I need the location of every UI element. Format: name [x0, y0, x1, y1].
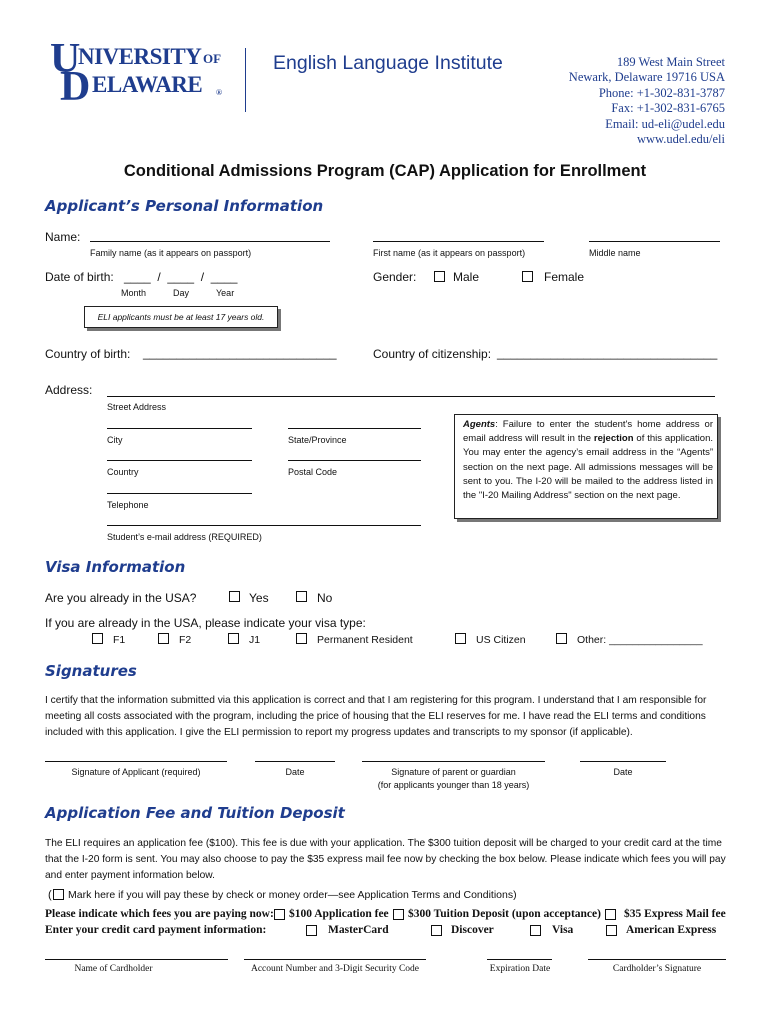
credit-card-label: Enter your credit card payment information: [45, 924, 267, 936]
fees-heading: Application Fee and Tuition Deposit [45, 804, 345, 822]
year-caption: Year [216, 288, 235, 298]
logo-initial-d: D [60, 64, 91, 110]
in-usa-yes-label: Yes [249, 591, 269, 605]
country-field[interactable] [107, 460, 252, 461]
visa-heading: Visa Information [45, 558, 186, 576]
card-mastercard-checkbox[interactable] [306, 925, 317, 936]
parent-age-caption: (for applicants younger than 18 years) [377, 780, 530, 790]
account-number-field[interactable] [244, 959, 426, 960]
telephone-caption: Telephone [107, 500, 149, 510]
address-phone: Phone: +1-302-831-3787 [598, 85, 725, 100]
agents-text-2: of this application. You may enter the agency’s email address in the “Agents” section on the next page. All admissions messages will be sent to you. The I-20 will be mailed to the address listed in the "I-20 Mailing Address" section on the next page. [463, 433, 713, 502]
applicant-date-caption: Date [285, 767, 305, 777]
state-field[interactable] [288, 428, 421, 429]
email-caption: Student’s e-mail address (REQUIRED) [107, 532, 262, 542]
family-name-caption: Family name (as it appears on passport) [90, 248, 252, 258]
card-discover-label: Discover [451, 924, 494, 936]
visa-pr-label: Permanent Resident [317, 634, 413, 646]
visa-j1-checkbox[interactable] [228, 633, 239, 644]
fee-express-checkbox[interactable] [605, 909, 616, 920]
visa-citizen-label: US Citizen [476, 634, 526, 646]
age-note: ELI applicants must be at least 17 years old. [97, 312, 265, 322]
visa-pr-checkbox[interactable] [296, 633, 307, 644]
address-email: Email: ud-eli@udel.edu [605, 116, 725, 131]
street-caption: Street Address [107, 402, 167, 412]
address-website: www.udel.edu/eli [636, 132, 725, 147]
first-name-field[interactable] [373, 241, 544, 242]
address-label: Address: [45, 383, 93, 397]
state-caption: State/Province [288, 435, 347, 445]
logo-delaware: ELAWARE [92, 72, 203, 97]
signatures-heading: Signatures [45, 662, 137, 680]
expiration-caption: Expiration Date [489, 964, 551, 974]
logo-university: NIVERSITY [78, 44, 202, 69]
visa-f1-label: F1 [113, 634, 126, 646]
middle-name-caption: Middle name [589, 248, 641, 258]
applicant-signature-field[interactable] [45, 761, 227, 762]
card-mastercard-label: MasterCard [328, 924, 389, 936]
visa-f1-checkbox[interactable] [92, 633, 103, 644]
visa-f2-label: F2 [179, 634, 192, 646]
cardholder-name-field[interactable] [45, 959, 228, 960]
cardholder-signature-field[interactable] [588, 959, 726, 960]
male-label: Male [453, 270, 480, 284]
visa-citizen-checkbox[interactable] [455, 633, 466, 644]
visa-type-question: If you are already in the USA, please indicate your visa type: [45, 616, 366, 630]
visa-other-field[interactable]: Other: ________________ [577, 634, 703, 646]
agents-note-box [454, 414, 718, 519]
agents-rejection: rejection [593, 433, 634, 445]
in-usa-no-checkbox[interactable] [296, 591, 307, 602]
check-payment-checkbox[interactable] [53, 889, 64, 900]
personal-info-heading: Applicant’s Personal Information [45, 197, 324, 215]
parent-signature-field[interactable] [362, 761, 545, 762]
in-usa-no-label: No [317, 591, 333, 605]
country-citizenship-field[interactable]: _________________________________ [497, 346, 718, 360]
card-amex-checkbox[interactable] [606, 925, 617, 936]
first-name-caption: First name (as it appears on passport) [373, 248, 526, 258]
fee-deposit-checkbox[interactable] [393, 909, 404, 920]
card-discover-checkbox[interactable] [431, 925, 442, 936]
card-amex-label: American Express [626, 924, 717, 936]
agents-text-1: : Failure to enter the student's home address or email address will result in the [463, 419, 713, 445]
postal-caption: Postal Code [288, 467, 338, 477]
logo-initial-u: U [50, 36, 81, 82]
logo-registered: ® [216, 88, 222, 97]
logo-of: OF [203, 51, 222, 66]
fee-application-checkbox[interactable] [274, 909, 285, 920]
visa-other-checkbox[interactable] [556, 633, 567, 644]
fees-text: The ELI requires an application fee ($100). This fee is due with your application. The $300 tuition deposit will be charged to your credit card at the time that the I-20 form is sent. You may also choose to pay the $35 express mail fee now by checking the box below. Please indicate which fees you will pay and enter payment information below. [45, 838, 726, 881]
institute-name: English Language Institute [273, 52, 503, 74]
name-label: Name: [45, 230, 81, 244]
agents-label: Agents [463, 419, 496, 430]
check-payment-label: Mark here if you will pay these by check or money order—see Application Terms and Conditions) [68, 889, 517, 901]
form-title: Conditional Admissions Program (CAP) Application for Enrollment [123, 162, 647, 180]
parent-date-field[interactable] [580, 761, 666, 762]
in-usa-yes-checkbox[interactable] [229, 591, 240, 602]
country-birth-label: Country of birth: [45, 347, 131, 361]
day-caption: Day [173, 288, 190, 298]
city-field[interactable] [107, 428, 252, 429]
parent-date-caption: Date [613, 767, 633, 777]
age-note-box [84, 306, 278, 328]
fees-paying-label: Please indicate which fees you are paying now: [45, 908, 274, 920]
address-fax: Fax: +1-302-831-6765 [611, 101, 725, 116]
dob-field[interactable]: ____ / ____ / ____ [124, 270, 238, 284]
account-number-caption: Account Number and 3-Digit Security Code [250, 964, 420, 974]
male-checkbox[interactable] [434, 271, 445, 282]
address-street: 189 West Main Street [616, 55, 725, 69]
applicant-signature-caption: Signature of Applicant (required) [71, 767, 201, 777]
gender-label: Gender: [373, 270, 417, 284]
cardholder-signature-caption: Cardholder’s Signature [612, 964, 702, 974]
contact-address [569, 55, 725, 147]
middle-name-field[interactable] [589, 241, 720, 242]
country-birth-field[interactable]: _____________________________ [143, 346, 337, 360]
postal-field[interactable] [288, 460, 421, 461]
dob-label: Date of birth: [45, 270, 114, 284]
check-open-paren: ( [48, 889, 52, 901]
parent-signature-caption: Signature of parent or guardian [391, 767, 516, 777]
cardholder-name-caption: Name of Cardholder [74, 964, 153, 974]
address-city: Newark, Delaware 19716 USA [568, 70, 725, 85]
fee-application-label: $100 Application fee [289, 908, 389, 920]
in-usa-question: Are you already in the USA? [45, 591, 197, 605]
visa-f2-checkbox[interactable] [158, 633, 169, 644]
certification-text: I certify that the information submitted via this application is correct and that I am registering for this program. I understand that I am responsible for meeting all costs associated with the program, including the price of housing that the ELI reserves for me. I have read the ELI terms and conditions included with this application. I give the ELI permission to report my progress updates and transcripts to my sponsor (if applicable). [45, 695, 707, 738]
email-field[interactable] [107, 525, 421, 526]
street-field[interactable] [107, 396, 715, 397]
country-caption: Country [107, 467, 139, 477]
card-visa-checkbox[interactable] [530, 925, 541, 936]
telephone-field[interactable] [107, 493, 252, 494]
card-visa-label: Visa [552, 924, 574, 936]
female-label: Female [544, 270, 585, 284]
fee-express-label: $35 Express Mail fee [624, 908, 726, 920]
header-divider [245, 48, 246, 112]
month-caption: Month [121, 288, 147, 298]
city-caption: City [107, 435, 123, 445]
fee-deposit-label: $300 Tuition Deposit (upon acceptance) [408, 908, 601, 920]
female-checkbox[interactable] [522, 271, 533, 282]
visa-j1-label: J1 [249, 634, 261, 646]
expiration-field[interactable] [487, 959, 552, 960]
family-name-field[interactable] [90, 241, 330, 242]
applicant-date-field[interactable] [255, 761, 335, 762]
country-citizenship-label: Country of citizenship: [373, 347, 492, 361]
agents-note [463, 418, 713, 503]
